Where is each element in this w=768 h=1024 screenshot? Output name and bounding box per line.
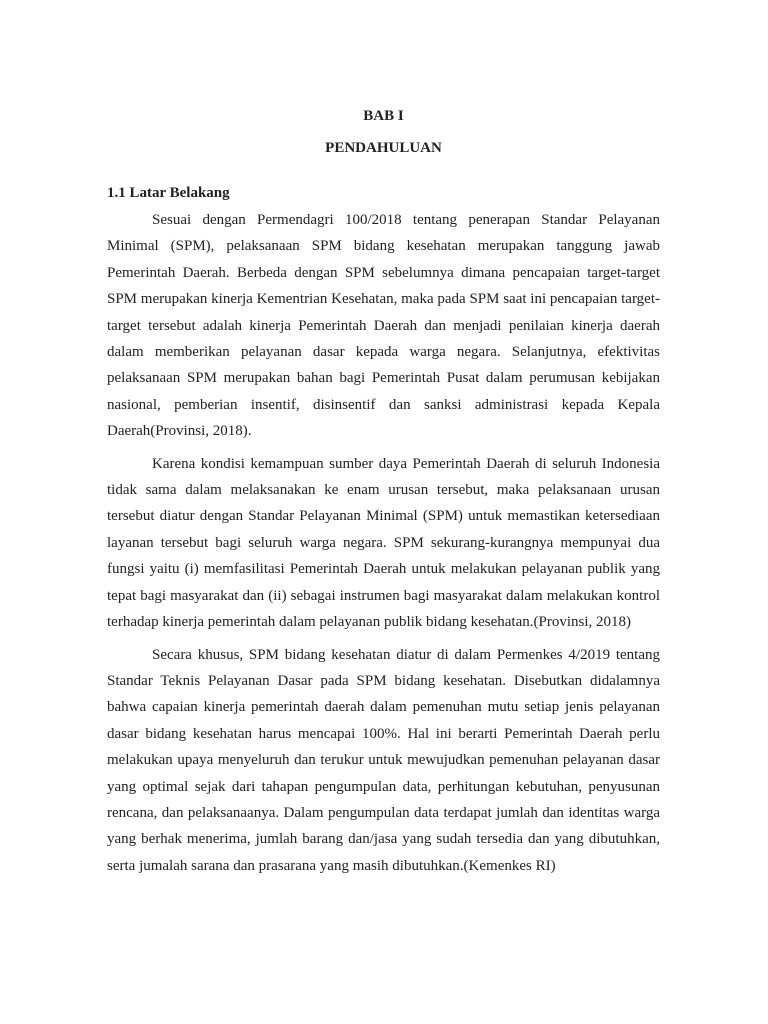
- chapter-title: PENDAHULUAN: [325, 140, 442, 156]
- paragraph-2: Karena kondisi kemampuan sumber daya Pemerintah Daerah di seluruh Indonesia tidak sama dalam melaksanakan ke enam urusan tersebut, maka pelaksanaan urusan tersebut diatur dengan Standar Pelayanan Minimal (SPM) untuk memastikan ketersediaan layanan tersebut bagi seluruh warga negara. SPM sekurang-kurangnya mempunyai dua fungsi yaitu (i) memfasilitasi Pemerintah Daerah untuk melakukan pelayanan publik yang tepat bagi masyarakat dan (ii) sebagai instrumen bagi masyarakat dalam melakukan kontrol terhadap kinerja pemerintah dalam pelayanan publik bidang kesehatan.(Provinsi, 2018): [107, 455, 660, 631]
- document-page: [107, 104, 660, 879]
- section-heading: 1.1 Latar Belakang: [107, 185, 230, 201]
- paragraph-1: Sesuai dengan Permendagri 100/2018 tentang penerapan Standar Pelayanan Minimal (SPM), pelaksanaan SPM bidang kesehatan merupakan tanggung jawab Pemerintah Daerah. Berbeda dengan SPM sebelumnya dimana pencapaian target-target SPM merupakan kinerja Kementrian Kesehatan, maka pada SPM saat ini pencapaian target-target tersebut adalah kinerja Pemerintah Daerah dan menjadi penilaian kinerja daerah dalam memberikan pelayanan dasar kepada warga negara. Selanjutnya, efektivitas pelaksanaan SPM merupakan bahan bagi Pemerintah Pusat dalam perumusan kebijakan nasional, pemberian insentif, disinsentif dan sanksi administrasi kepada Kepala Daerah(Provinsi, 2018).: [107, 212, 660, 440]
- paragraph-3: Secara khusus, SPM bidang kesehatan diatur di dalam Permenkes 4/2019 tentang Standar Teknis Pelayanan Dasar pada SPM bidang kesehatan. Disebutkan didalamnya bahwa capaian kinerja pemerintah daerah dalam pemenuhan mutu setiap jenis pelayanan dasar bidang kesehatan harus mencapai 100%. Hal ini berarti Pemerintah Daerah perlu melakukan upaya menyeluruh dan terukur untuk mewujudkan pemenuhan pelayanan dasar yang optimal sejak dari tahapan pengumpulan data, perhitungan kebutuhan, penyusunan rencana, dan pelaksanaanya. Dalam pengumpulan data terdapat jumlah dan identitas warga yang berhak menerima, jumlah barang dan/jasa yang sudah tersedia dan yang dibutuhkan, serta jumalah sarana dan prasarana yang masih dibutuhkan.(Kemenkes RI): [107, 646, 660, 874]
- chapter-number: BAB I: [363, 108, 404, 124]
